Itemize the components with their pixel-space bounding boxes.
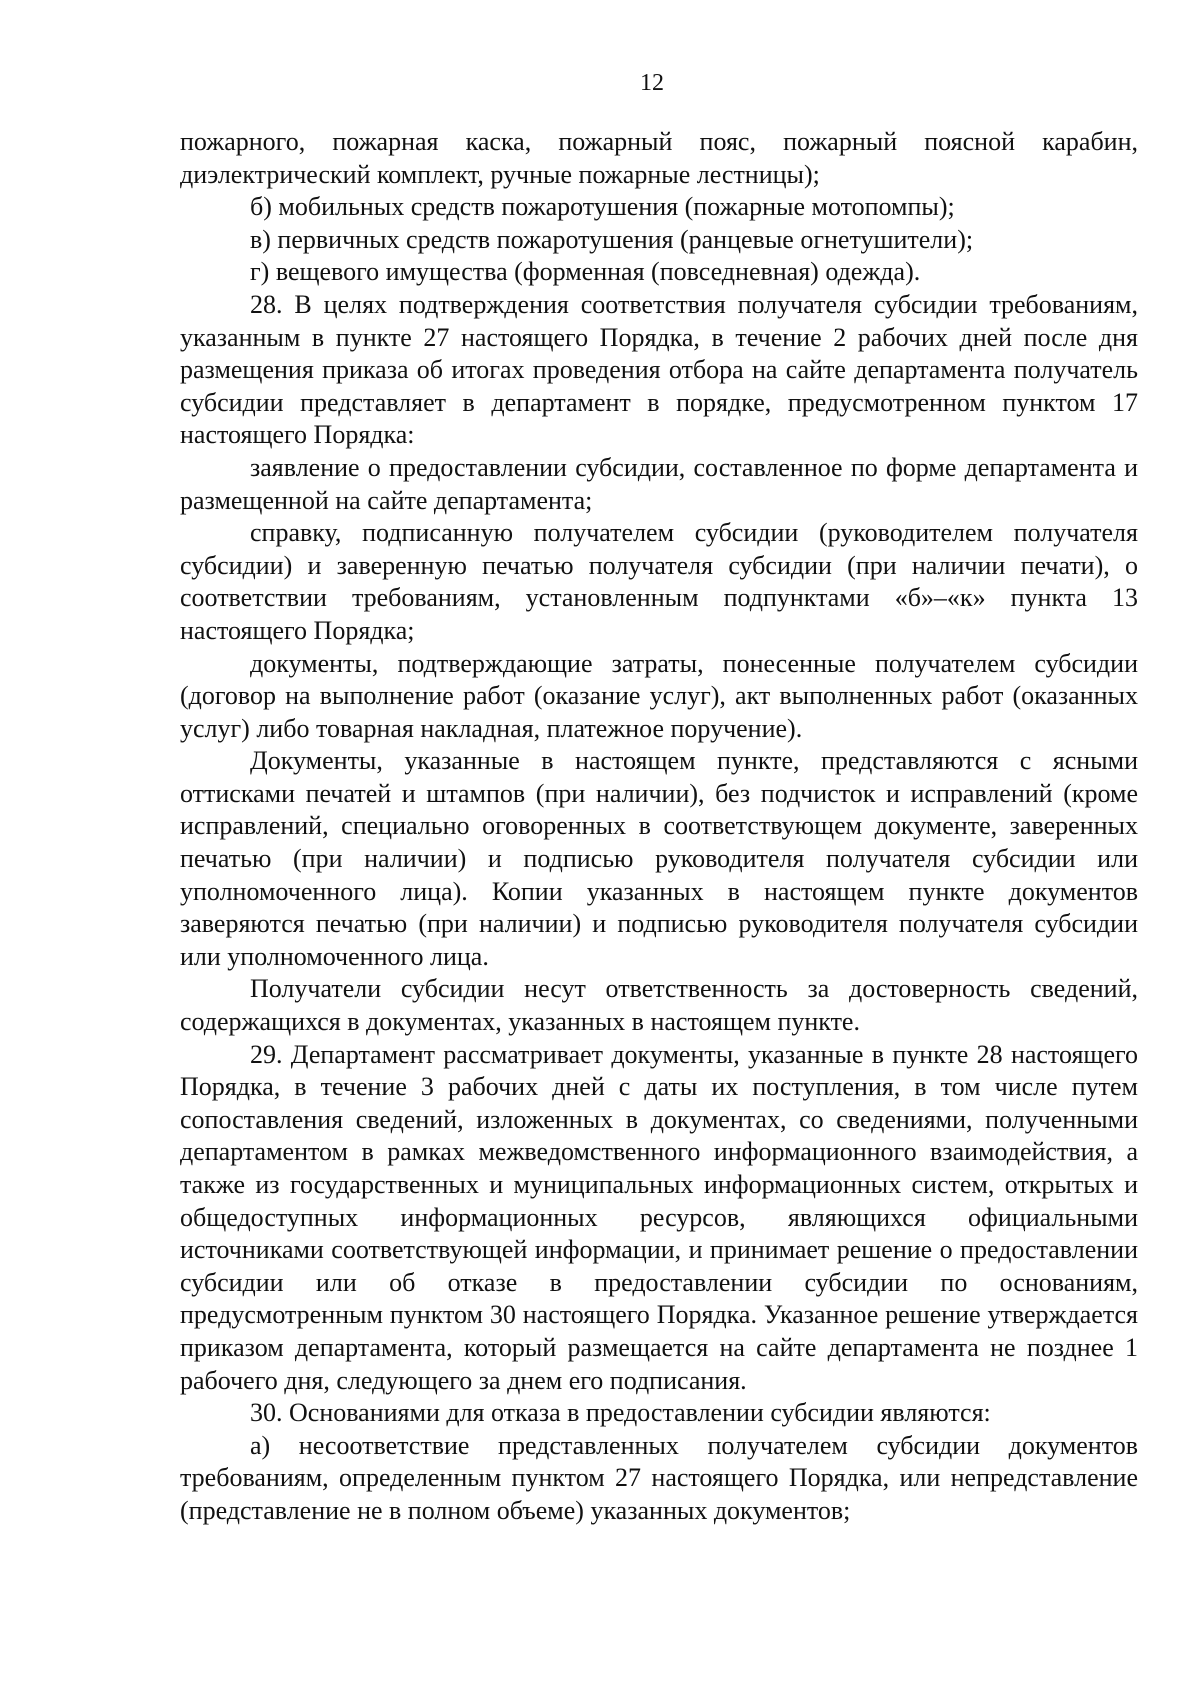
paragraph-item-g: г) вещевого имущества (форменная (повседневная) одежда). bbox=[250, 257, 921, 287]
paragraph-item-b: б) мобильных средств пожаротушения (пожарные мотопомпы); bbox=[250, 192, 955, 222]
paragraph-expense-documents: документы, подтверждающие затраты, понесенные получателем субсидии (договор на выполнение работ (оказание услуг), акт выполненных работ (оказанных услуг) либо товарная накладная, платежное поручение). bbox=[180, 648, 1138, 743]
document-body bbox=[180, 126, 1138, 1528]
paragraph-equipment-continuation: пожарного, пожарная каска, пожарный пояс, пожарный поясной карабин, диэлектрический комплект, ручные пожарные лестницы); bbox=[180, 127, 1138, 189]
paragraph-clause-28: 28. В целях подтверждения соответствия получателя субсидии требованиям, указанным в пункте 27 настоящего Порядка, в течение 2 рабочих дней после дня размещения приказа об итогах проведения отбора на сайте департамента получатель субсидии представляет в департамент в порядке, предусмотренном пунктом 17 настоящего Порядка: bbox=[180, 289, 1138, 450]
paragraph-responsibility: Получатели субсидии несут ответственность за достоверность сведений, содержащихся в документах, указанных в настоящем пункте. bbox=[180, 974, 1138, 1037]
paragraph-refusal-item-a: а) несоответствие представленных получателем субсидии документов требованиям, определенным пунктом 27 настоящего Порядка, или непредставление (представление не в полном объеме) указанных документов; bbox=[180, 1430, 1138, 1525]
page-number: 12 bbox=[640, 70, 664, 96]
paragraph-certificate: справку, подписанную получателем субсидии (руководителем получателя субсидии) и заверенную печатью получателя субсидии (при наличии печати), о соответствии требованиям, установленным подпунктами «б»–«к» пункта 13 настоящего Порядка; bbox=[180, 518, 1138, 645]
paragraph-document-requirements: Документы, указанные в настоящем пункте, представляются с ясными оттисками печатей и штампов (при наличии), без подчисток и исправлений (кроме исправлений, специально оговоренных в соответствующем документе, заверенных печатью (при наличии) и подписью руководителя получателя субсидии или уполномоченного лица). Копии указанных в настоящем пункте документов заверяются печатью (при наличии) и подписью руководителя получателя субсидии или уполномоченного лица. bbox=[180, 746, 1138, 971]
paragraph-clause-29: 29. Департамент рассматривает документы, указанные в пункте 28 настоящего Порядка, в течение 3 рабочих дней с даты их поступления, в том числе путем сопоставления сведений, изложенных в документах, со сведениями, полученными департаментом в рамках межведомственного информационного взаимодействия, а также из государственных и муниципальных информационных систем, открытых и общедоступных информационных ресурсов, являющихся официальными источниками соответствующей информации, и принимает решение о предоставлении субсидии или об отказе в предоставлении субсидии по основаниям, предусмотренным пунктом 30 настоящего Порядка. Указанное решение утверждается приказом департамента, который размещается на сайте департамента не позднее 1 рабочего дня, следующего за днем его подписания. bbox=[180, 1039, 1138, 1395]
paragraph-application: заявление о предоставлении субсидии, составленное по форме департамента и размещенной на сайте департамента; bbox=[180, 452, 1138, 515]
paragraph-clause-30: 30. Основаниями для отказа в предоставлении субсидии являются: bbox=[250, 1398, 991, 1428]
paragraph-item-v: в) первичных средств пожаротушения (ранцевые огнетушители); bbox=[250, 224, 974, 254]
